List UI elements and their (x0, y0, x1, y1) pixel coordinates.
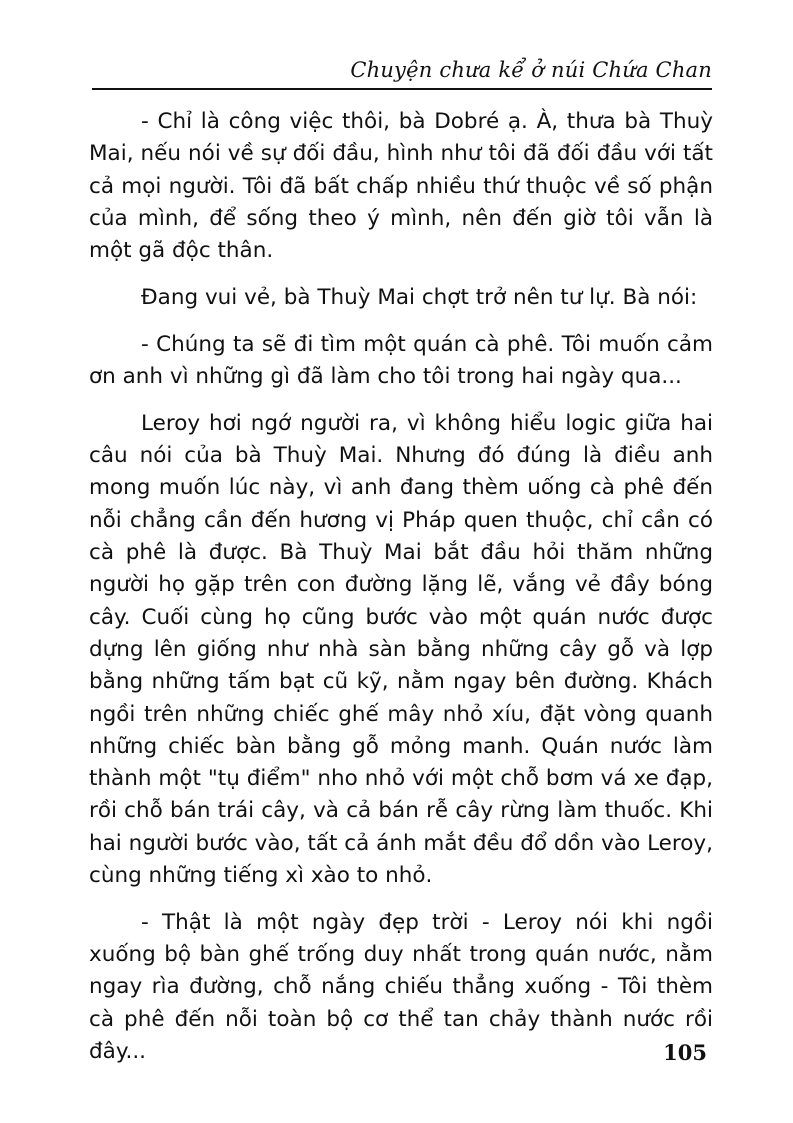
paragraph-dialogue-3: - Thật là một ngày đẹp trời - Leroy nói khi ngồi xuống bộ bàn ghế trống duy nhất trong quán nước, nằm ngay rìa đường, chỗ nắng chiếu thẳng xuống - Tôi thèm cà phê đến nỗi toàn bộ cơ thể tan chảy thành nước rồi đây... (89, 909, 713, 1065)
paragraph-dialogue-2: - Chúng ta sẽ đi tìm một quán cà phê. Tôi muốn cảm ơn anh vì những gì đã làm cho tôi trong hai ngày qua... (89, 331, 713, 390)
paragraph-narration-2: Leroy hơi ngớ người ra, vì không hiểu logic giữa hai câu nói của bà Thuỳ Mai. Nhưng đó đúng là điều anh mong muốn lúc này, vì anh đang thèm uống cà phê đến nỗi chẳng cần đến hương vị Pháp quen thuộc, chỉ cần có cà phê là được. Bà Thuỳ Mai bắt đầu hỏi thăm những người họ gặp trên con đường lặng lẽ, vắng vẻ đầy bóng cây. Cuối cùng họ cũng bước vào một quán nước được dựng lên giống như nhà sàn bằng những cây gỗ và lợp bằng những tấm bạt cũ kỹ, nằm ngay bên đường. Khách ngồi trên những chiếc ghế mây nhỏ xíu, đặt vòng quanh những chiếc bàn bằng gỗ mỏng manh. Quán nước làm thành một "tụ điểm" nho nhỏ với một chỗ bơm vá xe đạp, rồi chỗ bán trái cây, và cả bán rễ cây rừng làm thuốc. Khi hai người bước vào, tất cả ánh mắt đều đổ dồn vào Leroy, cùng những tiếng xì xào to nhỏ. (89, 410, 713, 889)
header-rule (92, 88, 712, 90)
paragraph-dialogue-1: - Chỉ là công việc thôi, bà Dobré ạ. À, thưa bà Thuỳ Mai, nếu nói về sự đối đầu, hình như tôi đã đối đầu với tất cả mọi người. Tôi đã bất chấp nhiều thứ thuộc về số phận của mình, để sống theo ý mình, nên đến giờ tôi vẫn là một gã độc thân. (89, 109, 713, 264)
running-header (92, 58, 712, 92)
running-title: Chuyện chưa kể ở núi Chứa Chan (350, 58, 712, 82)
body-text (89, 106, 713, 1083)
paragraph-narration-1: Đang vui vẻ, bà Thuỳ Mai chợt trở nên tư lự. Bà nói: (141, 284, 698, 310)
page-number: 105 (663, 1040, 707, 1065)
